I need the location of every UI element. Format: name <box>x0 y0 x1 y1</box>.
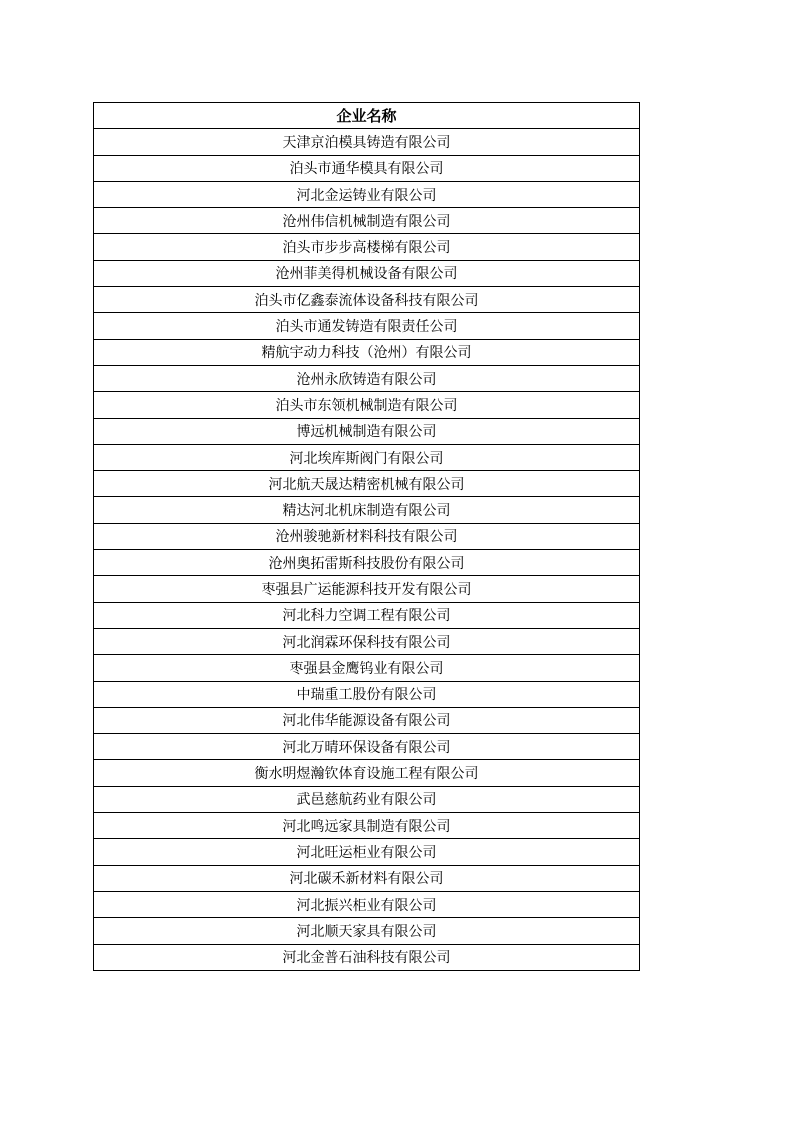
table-row <box>94 155 640 181</box>
company-name-cell: 沧州骏驰新材料科技有限公司 <box>94 523 640 549</box>
company-name-cell: 河北振兴柜业有限公司 <box>94 891 640 917</box>
company-name-cell: 河北埃库斯阀门有限公司 <box>94 444 640 470</box>
table-row <box>94 786 640 812</box>
table-body <box>94 129 640 971</box>
table-row <box>94 865 640 891</box>
table-row <box>94 918 640 944</box>
table-row <box>94 471 640 497</box>
company-name-cell: 沧州菲美得机械设备有限公司 <box>94 260 640 286</box>
table-row <box>94 576 640 602</box>
company-name-cell: 河北伟华能源设备有限公司 <box>94 707 640 733</box>
table-row <box>94 602 640 628</box>
company-name-cell: 武邑慈航药业有限公司 <box>94 786 640 812</box>
company-name-cell: 沧州奥拓雷斯科技股份有限公司 <box>94 550 640 576</box>
company-name-cell: 精航宇动力科技（沧州）有限公司 <box>94 339 640 365</box>
company-name-cell: 枣强县广运能源科技开发有限公司 <box>94 576 640 602</box>
company-name-cell: 枣强县金鹰钨业有限公司 <box>94 655 640 681</box>
company-name-cell: 河北万晴环保设备有限公司 <box>94 734 640 760</box>
company-name-cell: 天津京泊模具铸造有限公司 <box>94 129 640 155</box>
table-row <box>94 339 640 365</box>
company-name-cell: 河北鸣远家具制造有限公司 <box>94 813 640 839</box>
company-name-cell: 河北金运铸业有限公司 <box>94 181 640 207</box>
table-row <box>94 234 640 260</box>
company-name-cell: 博远机械制造有限公司 <box>94 418 640 444</box>
company-name-cell: 河北金普石油科技有限公司 <box>94 944 640 970</box>
table-row <box>94 628 640 654</box>
company-name-cell: 泊头市通华模具有限公司 <box>94 155 640 181</box>
table-row <box>94 365 640 391</box>
company-name-cell: 精达河北机床制造有限公司 <box>94 497 640 523</box>
company-table <box>93 102 640 971</box>
company-name-cell: 泊头市步步高楼梯有限公司 <box>94 234 640 260</box>
table-row <box>94 418 640 444</box>
company-name-cell: 沧州伟信机械制造有限公司 <box>94 208 640 234</box>
table-row <box>94 313 640 339</box>
table-header-row <box>94 103 640 129</box>
table-row <box>94 392 640 418</box>
table-row <box>94 655 640 681</box>
table-row <box>94 523 640 549</box>
company-name-cell: 泊头市亿鑫泰流体设备科技有限公司 <box>94 287 640 313</box>
table-row <box>94 208 640 234</box>
company-name-cell: 泊头市通发铸造有限责任公司 <box>94 313 640 339</box>
table-row <box>94 839 640 865</box>
company-name-cell: 河北顺天家具有限公司 <box>94 918 640 944</box>
table-row <box>94 287 640 313</box>
company-name-cell: 沧州永欣铸造有限公司 <box>94 365 640 391</box>
table-row <box>94 891 640 917</box>
table-row <box>94 681 640 707</box>
table-row <box>94 734 640 760</box>
company-name-cell: 中瑞重工股份有限公司 <box>94 681 640 707</box>
table-row <box>94 707 640 733</box>
table-row <box>94 129 640 155</box>
table-row <box>94 260 640 286</box>
company-name-cell: 河北碳禾新材料有限公司 <box>94 865 640 891</box>
company-name-cell: 河北旺运柜业有限公司 <box>94 839 640 865</box>
table-row <box>94 550 640 576</box>
company-name-cell: 河北润霖环保科技有限公司 <box>94 628 640 654</box>
company-name-cell: 河北航天晟达精密机械有限公司 <box>94 471 640 497</box>
table-row <box>94 944 640 970</box>
column-header-company-name: 企业名称 <box>94 103 640 129</box>
table-row <box>94 813 640 839</box>
company-name-cell: 衡水明煜瀚钦体育设施工程有限公司 <box>94 760 640 786</box>
table-row <box>94 444 640 470</box>
company-name-cell: 泊头市东领机械制造有限公司 <box>94 392 640 418</box>
table-row <box>94 181 640 207</box>
table-row <box>94 760 640 786</box>
table-row <box>94 497 640 523</box>
company-name-cell: 河北科力空调工程有限公司 <box>94 602 640 628</box>
